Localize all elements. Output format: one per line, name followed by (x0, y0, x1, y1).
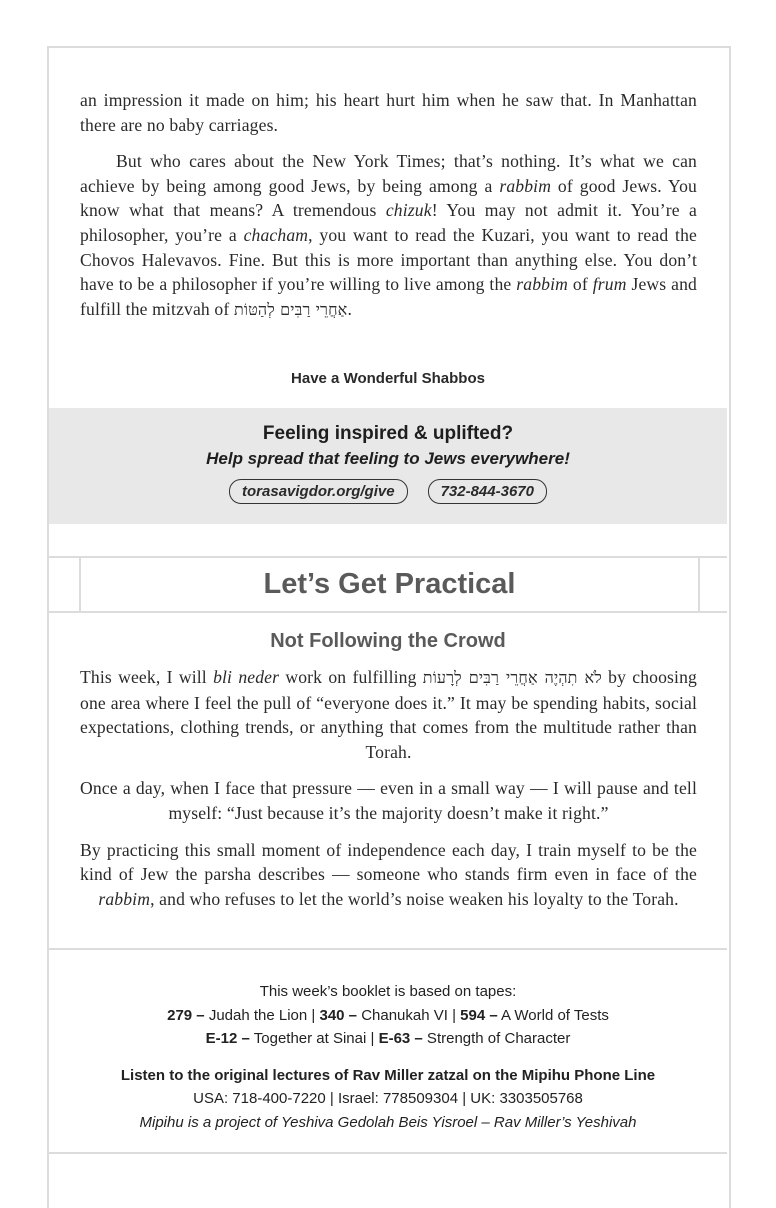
donate-subheading: Help spread that feeling to Jews everywhere! (206, 449, 570, 468)
divider (49, 948, 727, 950)
practical-body (80, 665, 697, 923)
practical-paragraph (80, 838, 697, 912)
divider (49, 611, 727, 613)
tape-number: E-12 – (205, 1030, 250, 1047)
italic-term: rabbim (516, 274, 568, 295)
listen-line: Listen to the original lectures of Rav Miller zatzal on the Mipihu Phone Line (120, 1066, 656, 1084)
practical-paragraph (80, 665, 697, 764)
italic-term: chizuk (385, 200, 432, 221)
italic-term: chacham (243, 224, 309, 245)
tape-number: E-63 – (378, 1030, 423, 1047)
practical-paragraph (80, 776, 697, 825)
text-segment: of (568, 274, 593, 295)
text-segment: This week, I will (80, 667, 214, 687)
text-segment: By practicing this small moment of independence each day, I train myself to be the kind of Jew the parsha describes — someone who stands firm even in face of the (80, 839, 697, 885)
text-segment: Once a day, when I face that pressure — even in a small way — I will pause and tell myself: “Just because it’s the majority doesn’t make it right.” (80, 778, 697, 823)
italic-term: frum (592, 274, 627, 295)
donate-heading: Feeling inspired & uplifted? (262, 423, 514, 444)
text-segment: ! You may not admit it. You’re a philosopher, you’re a (80, 200, 697, 245)
text-segment: , you want to read the Kuzari, you want to read the Chovos Halevavos. Fine. But this is more important than anything else. You don’t have to be a philosopher if you’re willing to live among the (80, 224, 697, 295)
closing-line: Have a Wonderful Shabbos (291, 370, 485, 387)
project-line: Mipihu is a project of Yeshiva Gedolah Beis Yisroel – Rav Miller’s Yeshivah (139, 1113, 637, 1131)
text-segment: Jews and fulfill the mitzvah of (80, 274, 697, 319)
donate-phone[interactable]: 732-844-3670 (428, 479, 547, 504)
text-segment: work on fulfilling (279, 667, 423, 687)
text-segment: But who cares about the New York Times; that’s nothing. It’s what we can achieve by being among good Jews, by being among a (80, 151, 697, 196)
donate-link[interactable]: torasavigdor.org/give (229, 479, 408, 504)
tape-number: 340 – (319, 1006, 358, 1024)
text-segment: . (347, 298, 352, 319)
text-segment: of good Jews. You know what that means? A tremendous (80, 175, 697, 221)
footer (48, 980, 728, 1134)
donate-band (49, 408, 727, 524)
phone-numbers: USA: 718-400-7220 | Israel: 778509304 | UK: 3303505768 (193, 1090, 583, 1107)
divider (49, 1152, 727, 1154)
text-segment: Chanukah VI | (357, 1006, 461, 1024)
article-paragraph (80, 149, 697, 322)
practical-subtitle: Not Following the Crowd (270, 630, 506, 652)
text-segment: Strength of Character (422, 1030, 571, 1047)
tape-number: 279 – (167, 1006, 205, 1024)
hebrew-text: אַחֲרֵי רַבִּים לְהַטּוֹת (233, 299, 348, 319)
italic-term: rabbim (98, 888, 151, 909)
text-segment: Together at Sinai | (249, 1030, 379, 1047)
text-segment: A World of Tests (497, 1006, 609, 1024)
text-segment: by choosing one area where I feel the pull of “everyone does it.” It may be spending habits, social expectations, clothing trends, or anything that comes from the multitude rather than Torah. (80, 667, 697, 762)
tape-line (48, 1004, 728, 1028)
italic-term: bli neder (213, 667, 280, 687)
tape-line (48, 1027, 728, 1051)
text-segment: Judah the Lion | (204, 1006, 320, 1024)
practical-title: Let’s Get Practical (79, 558, 700, 611)
tape-number: 594 – (460, 1006, 498, 1024)
hebrew-text: לֹא תִהְיֶה אַחֲרֵי רַבִּים לְרָעוֹת (422, 668, 602, 687)
text-segment: , and who refuses to let the world’s noise weaken his loyalty to the Torah. (150, 888, 679, 909)
top-article (80, 88, 697, 334)
tapes-intro: This week’s booklet is based on tapes: (259, 983, 517, 1000)
text-segment: an impression it made on him; his heart hurt him when he saw that. In Manhattan there are no baby carriages. (80, 90, 697, 135)
article-paragraph (80, 88, 697, 137)
italic-term: rabbim (499, 175, 552, 196)
